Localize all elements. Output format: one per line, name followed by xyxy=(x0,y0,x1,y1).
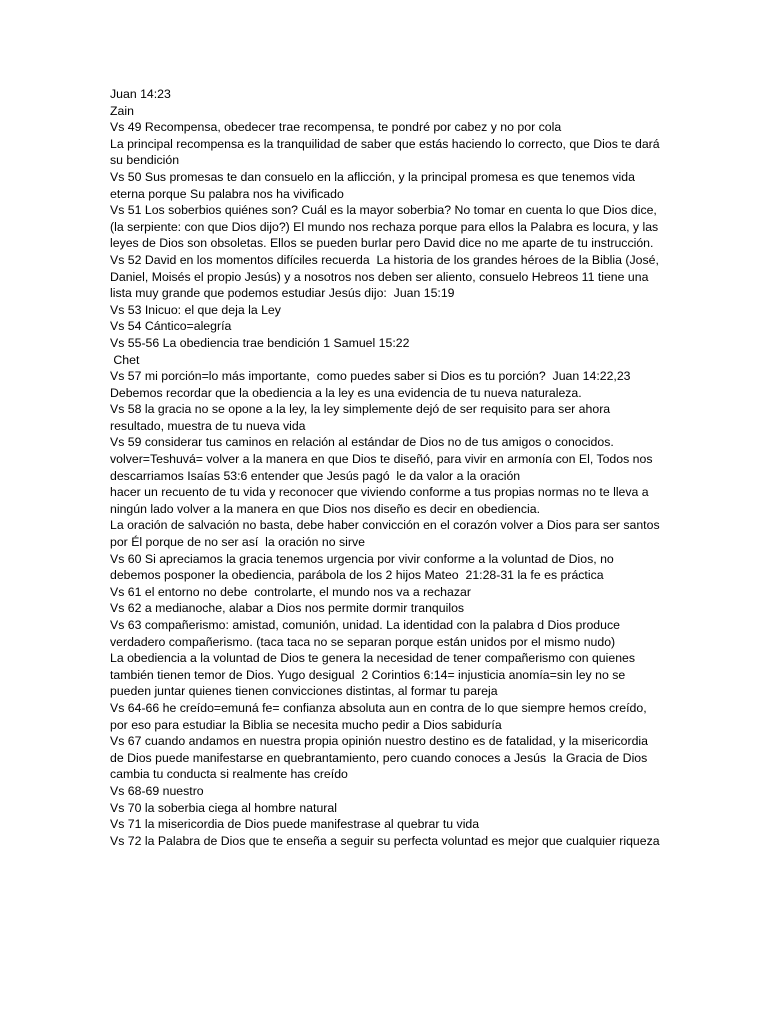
text-line: La oración de salvación no basta, debe haber convicción en el corazón volver a Dios para ser santos por Él porque de no ser así la oración no sirve xyxy=(110,518,664,550)
text-line: hacer un recuento de tu vida y reconocer que viviendo conforme a tus propias normas no te lleva a ningún lado volver a la manera en que Dios nos diseño es decir en obediencia. xyxy=(110,485,653,516)
text-line: Debemos recordar que la obediencia a la ley es una evidencia de tu nueva naturaleza. xyxy=(110,385,582,400)
document-page xyxy=(110,86,662,849)
text-line: volver=Teshuvá= volver a la manera en que Dios te diseñó, para vivir en armonía con El, Todos nos descarriamos Isaías 53:6 entender que Jesús pagó le da valor a la oración xyxy=(110,452,656,483)
text-line: La principal recompensa es la tranquilidad de saber que estás haciendo lo correcto, que Dios te dará su bendición xyxy=(110,136,664,168)
text-line: Vs 52 David en los momentos difíciles recuerda La historia de los grandes héroes de la Biblia (José, Daniel, Moisés el propio Jesús) y a nosotros nos deben ser aliento, consuelo Hebreos 11 tiene una lista muy grande que podemos estudiar Jesús dijo: Juan 15:19 xyxy=(110,252,663,301)
text-line: Vs 55-56 La obediencia trae bendición 1 Samuel 15:22 xyxy=(110,335,410,350)
text-line: Vs 49 Recompensa, obedecer trae recompensa, te pondré por cabez y no por cola xyxy=(110,120,562,135)
text-line: Vs 59 considerar tus caminos en relación al estándar de Dios no de tus amigos o conocidos. xyxy=(110,435,614,450)
text-line: Vs 62 a medianoche, alabar a Dios nos permite dormir tranquilos xyxy=(110,601,465,616)
text-line: Vs 50 Sus promesas te dan consuelo en la aflicción, y la principal promesa es que tenemos vida eterna porque Su palabra nos ha vivificado xyxy=(110,169,639,201)
text-line: Zain xyxy=(110,103,134,118)
text-line: Vs 64-66 he creído=emuná fe= confianza absoluta aun en contra de lo que siempre hemos creído, por eso para estudiar la Biblia se necesita mucho pedir a Dios sabiduría xyxy=(110,700,651,732)
text-line: Vs 67 cuando andamos en nuestra propia opinión nuestro destino es de fatalidad, y la misericordia de Dios puede manifestarse en quebrantamiento, pero cuando conoces a Jesús la Gracia de Dios cambia tu conducta si realmente has creído xyxy=(110,734,652,782)
text-line: Juan 14:23 xyxy=(110,87,171,101)
text-line: Vs 70 la soberbia ciega al hombre natural xyxy=(110,800,337,815)
text-line: Vs 57 mi porción=lo más importante, como puedes saber si Dios es tu porción? Juan 14:22,23 xyxy=(110,369,631,384)
text-line: Vs 61 el entorno no debe controlarte, el mundo nos va a rechazar xyxy=(110,584,471,599)
text-line: Vs 58 la gracia no se opone a la ley, la ley simplemente dejó de ser requisito para ser ahora resultado, muestra de tu nueva vida xyxy=(110,402,614,433)
text-line: Vs 54 Cántico=alegría xyxy=(110,319,232,334)
text-line: Vs 63 compañerismo: amistad, comunión, unidad. La identidad con la palabra d Dios produce verdadero compañerismo. (taca taca no se separan porque están unidos por el mismo nudo) xyxy=(110,618,624,649)
text-line: Vs 53 Inicuo: el que deja la Ley xyxy=(110,302,281,317)
text-line: Vs 72 la Palabra de Dios que te enseña a seguir su perfecta voluntad es mejor que cualquier riqueza xyxy=(110,833,660,848)
text-line: Vs 68-69 nuestro xyxy=(110,783,204,798)
text-line: La obediencia a la voluntad de Dios te genera la necesidad de tener compañerismo con quienes también tienen temor de Dios. Yugo desigual 2 Corintios 6:14= injusticia anomía=sin ley no se pueden juntar quienes tienen convicciones distintas, al formar tu pareja xyxy=(110,651,639,699)
text-line: Vs 51 Los soberbios quiénes son? Cuál es la mayor soberbia? No tomar en cuenta lo que Dios dice, (la serpiente: con que Dios dijo?) El mundo nos rechaza porque para ellos la Palabra es locura, y las leyes de Dios son obsoletas. Ellos se pueden burlar pero David dice no me aparte de tu instrucción. xyxy=(110,203,662,251)
text-line: Vs 60 Si apreciamos la gracia tenemos urgencia por vivir conforme a la voluntad de Dios, no debemos posponer la obediencia, parábola de los 2 hijos Mateo 21:28-31 la fe es práctica xyxy=(110,551,618,583)
text-line: Chet xyxy=(110,352,140,367)
text-line: Vs 71 la misericordia de Dios puede manifestrase al quebrar tu vida xyxy=(110,817,480,832)
